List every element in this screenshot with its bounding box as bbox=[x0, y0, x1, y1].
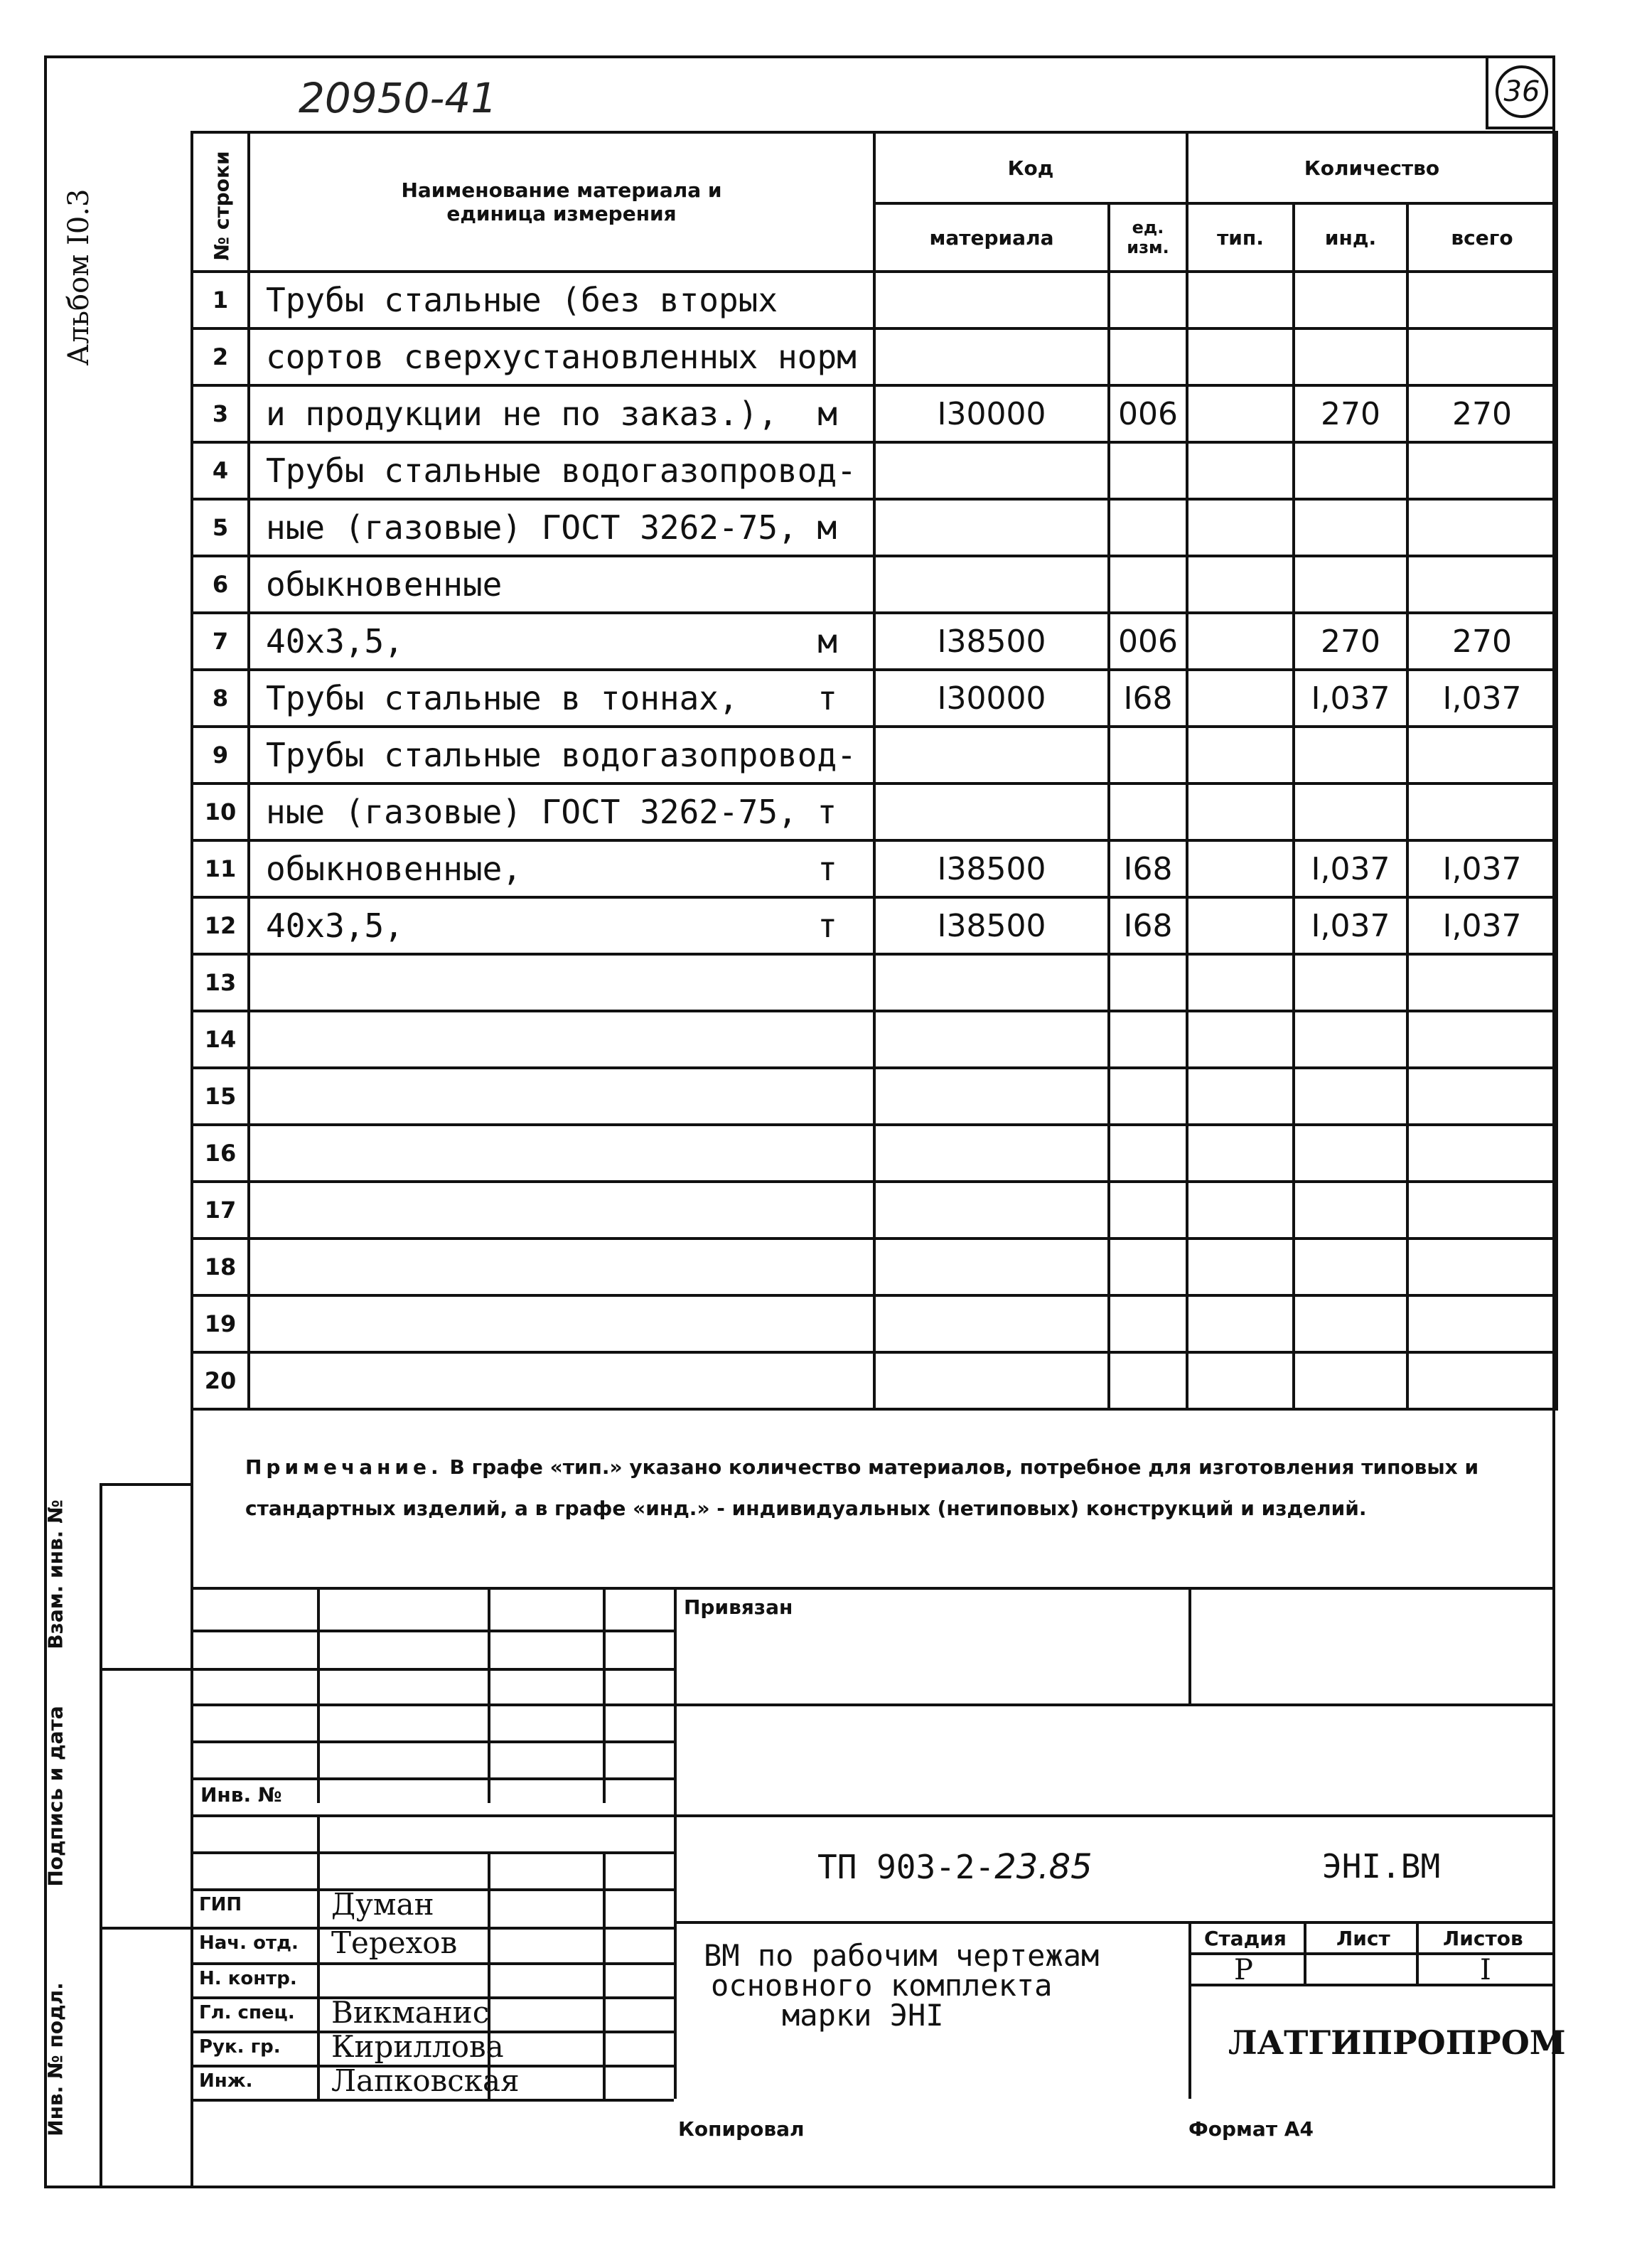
row-name: ные (газовые) ГОСТ 3262-75, т bbox=[249, 783, 874, 840]
header-name: Наименование материала и единица измерения bbox=[249, 132, 874, 272]
row-unit: т bbox=[817, 906, 837, 945]
row-qty-total bbox=[1407, 442, 1557, 499]
doc-number: 20950-41 bbox=[299, 74, 498, 122]
row-name bbox=[249, 1352, 874, 1409]
row-qty-total bbox=[1407, 556, 1557, 613]
note-text: В графе «тип.» указано количество материалов, потребное для изготовления типовых и стандартных изделий, а в графе «инд.» - индивидуальных (нетиповых) конструкций и изделий. bbox=[245, 1455, 1479, 1520]
row-qty-type bbox=[1187, 1182, 1294, 1239]
row-number: 4 bbox=[192, 442, 249, 499]
row-qty-ind bbox=[1294, 1352, 1407, 1409]
row-material-code bbox=[874, 1068, 1109, 1125]
row-qty-total bbox=[1407, 1011, 1557, 1068]
header-qty-total: всего bbox=[1407, 203, 1557, 272]
row-qty-ind bbox=[1294, 1068, 1407, 1125]
row-material-code bbox=[874, 1352, 1109, 1409]
row-qty-total bbox=[1407, 272, 1557, 328]
row-unit: м bbox=[817, 622, 837, 660]
row-unit-code bbox=[1109, 1011, 1187, 1068]
header-code-unit: ед. изм. bbox=[1109, 203, 1187, 272]
table-row bbox=[192, 385, 1557, 442]
header-qty-ind: инд. bbox=[1294, 203, 1407, 272]
row-material-code: I30000 bbox=[874, 670, 1109, 727]
row-qty-total bbox=[1407, 1352, 1557, 1409]
table-row bbox=[192, 613, 1557, 670]
row-qty-type bbox=[1187, 840, 1294, 897]
row-qty-ind: 270 bbox=[1294, 613, 1407, 670]
role-label: Рук. гр. bbox=[199, 2036, 281, 2058]
row-qty-total bbox=[1407, 1125, 1557, 1182]
row-qty-type bbox=[1187, 613, 1294, 670]
table-row bbox=[192, 727, 1557, 783]
row-unit-code bbox=[1109, 556, 1187, 613]
table-row bbox=[192, 1011, 1557, 1068]
row-qty-total: 270 bbox=[1407, 613, 1557, 670]
row-unit: м bbox=[817, 395, 837, 433]
row-material-code bbox=[874, 1011, 1109, 1068]
row-name: 40х3,5, м bbox=[249, 613, 874, 670]
stage-value: Р bbox=[1234, 1954, 1253, 1986]
stage-label: Стадия bbox=[1204, 1927, 1287, 1950]
row-name: ные (газовые) ГОСТ 3262-75, м bbox=[249, 499, 874, 556]
row-material-code bbox=[874, 272, 1109, 328]
row-unit-code bbox=[1109, 499, 1187, 556]
row-number: 9 bbox=[192, 727, 249, 783]
row-name bbox=[249, 1125, 874, 1182]
doc-code: ТП 903-2-23.85 bbox=[817, 1847, 1093, 1887]
row-unit-code bbox=[1109, 727, 1187, 783]
row-qty-ind bbox=[1294, 783, 1407, 840]
row-qty-type bbox=[1187, 442, 1294, 499]
row-name: и продукции не по заказ.), м bbox=[249, 385, 874, 442]
row-qty-total bbox=[1407, 954, 1557, 1011]
row-qty-ind: I,037 bbox=[1294, 840, 1407, 897]
table-row bbox=[192, 1295, 1557, 1352]
row-qty-total: 270 bbox=[1407, 385, 1557, 442]
role-person-name: Думан bbox=[331, 1887, 434, 1922]
row-qty-type bbox=[1187, 499, 1294, 556]
row-unit-code bbox=[1109, 1239, 1187, 1295]
material-table bbox=[190, 131, 1558, 1411]
role-label: Инж. bbox=[199, 2070, 253, 2092]
row-qty-ind: I,037 bbox=[1294, 670, 1407, 727]
row-name bbox=[249, 1182, 874, 1239]
table-row bbox=[192, 783, 1557, 840]
row-number: 6 bbox=[192, 556, 249, 613]
note bbox=[245, 1447, 1525, 1529]
sheet-label: Лист bbox=[1336, 1927, 1390, 1950]
row-qty-type bbox=[1187, 727, 1294, 783]
row-number: 12 bbox=[192, 897, 249, 954]
table-row bbox=[192, 670, 1557, 727]
header-code-material: материала bbox=[874, 203, 1109, 272]
row-qty-total bbox=[1407, 727, 1557, 783]
role-person-name: Викманис bbox=[331, 1995, 490, 2030]
row-name bbox=[249, 1011, 874, 1068]
row-material-code bbox=[874, 1295, 1109, 1352]
sheets-label: Листов bbox=[1443, 1927, 1523, 1950]
row-name: 40х3,5, т bbox=[249, 897, 874, 954]
row-unit-code bbox=[1109, 1295, 1187, 1352]
row-qty-ind bbox=[1294, 1011, 1407, 1068]
row-unit-code bbox=[1109, 1182, 1187, 1239]
header-code: Код bbox=[874, 132, 1187, 203]
side-label-vzam: Взам. инв. № bbox=[43, 1499, 68, 1649]
row-name: сортов сверхустановленных норм bbox=[249, 328, 874, 385]
privyazan-label: Привязан bbox=[684, 1595, 793, 1619]
row-number: 10 bbox=[192, 783, 249, 840]
header-quantity: Количество bbox=[1187, 132, 1557, 203]
sheets-value: I bbox=[1480, 1954, 1491, 1986]
row-qty-ind bbox=[1294, 556, 1407, 613]
row-number: 5 bbox=[192, 499, 249, 556]
row-name: Трубы стальные (без вторых bbox=[249, 272, 874, 328]
side-label-inv-podl: Инв. № подл. bbox=[43, 1982, 68, 2136]
row-qty-type bbox=[1187, 1011, 1294, 1068]
note-label: Примечание. bbox=[245, 1455, 443, 1479]
table-row bbox=[192, 499, 1557, 556]
row-material-code bbox=[874, 783, 1109, 840]
table-row bbox=[192, 1068, 1557, 1125]
row-qty-total bbox=[1407, 1295, 1557, 1352]
row-qty-ind bbox=[1294, 1295, 1407, 1352]
row-qty-ind bbox=[1294, 1239, 1407, 1295]
row-name: Трубы стальные водогазопровод- bbox=[249, 727, 874, 783]
row-qty-total bbox=[1407, 499, 1557, 556]
role-label: Гл. спец. bbox=[199, 2002, 295, 2023]
table-row bbox=[192, 272, 1557, 328]
row-material-code: I38500 bbox=[874, 613, 1109, 670]
row-unit: т bbox=[817, 850, 837, 888]
row-unit: т bbox=[817, 679, 837, 717]
row-material-code bbox=[874, 1125, 1109, 1182]
row-qty-ind: 270 bbox=[1294, 385, 1407, 442]
table-row bbox=[192, 442, 1557, 499]
row-name: Трубы стальные в тоннах, т bbox=[249, 670, 874, 727]
page-number-box bbox=[1486, 58, 1554, 129]
row-number: 20 bbox=[192, 1352, 249, 1409]
row-material-code: I38500 bbox=[874, 897, 1109, 954]
row-qty-total: I,037 bbox=[1407, 840, 1557, 897]
row-qty-total bbox=[1407, 1239, 1557, 1295]
role-person-name: Кириллова bbox=[331, 2029, 504, 2064]
row-number: 13 bbox=[192, 954, 249, 1011]
role-label: Нач. отд. bbox=[199, 1932, 299, 1954]
header-qty-type: тип. bbox=[1187, 203, 1294, 272]
row-qty-ind: I,037 bbox=[1294, 897, 1407, 954]
table-row bbox=[192, 1352, 1557, 1409]
row-material-code bbox=[874, 1182, 1109, 1239]
row-material-code bbox=[874, 442, 1109, 499]
row-number: 19 bbox=[192, 1295, 249, 1352]
header-row-no: № строки bbox=[192, 132, 249, 272]
row-number: 2 bbox=[192, 328, 249, 385]
row-qty-total: I,037 bbox=[1407, 897, 1557, 954]
row-qty-type bbox=[1187, 954, 1294, 1011]
row-qty-type bbox=[1187, 670, 1294, 727]
row-material-code bbox=[874, 727, 1109, 783]
row-number: 15 bbox=[192, 1068, 249, 1125]
row-unit-code bbox=[1109, 1352, 1187, 1409]
organization: ЛАТГИПРОПРОМ bbox=[1228, 2023, 1566, 2062]
row-qty-ind bbox=[1294, 1125, 1407, 1182]
row-unit-code: I68 bbox=[1109, 897, 1187, 954]
side-label-podpis: Подпись и дата bbox=[43, 1706, 68, 1887]
row-number: 11 bbox=[192, 840, 249, 897]
row-qty-type bbox=[1187, 783, 1294, 840]
row-name: Трубы стальные водогазопровод- bbox=[249, 442, 874, 499]
row-unit-code bbox=[1109, 328, 1187, 385]
row-unit-code bbox=[1109, 783, 1187, 840]
page-number-circle: 36 bbox=[1496, 65, 1548, 118]
table-row bbox=[192, 1125, 1557, 1182]
row-qty-total: I,037 bbox=[1407, 670, 1557, 727]
row-qty-ind bbox=[1294, 499, 1407, 556]
row-qty-ind bbox=[1294, 328, 1407, 385]
row-unit-code: 006 bbox=[1109, 613, 1187, 670]
row-name bbox=[249, 1068, 874, 1125]
row-number: 16 bbox=[192, 1125, 249, 1182]
footer-copied: Копировал bbox=[678, 2117, 805, 2141]
row-material-code bbox=[874, 499, 1109, 556]
row-qty-total bbox=[1407, 783, 1557, 840]
row-name: обыкновенные bbox=[249, 556, 874, 613]
row-unit-code bbox=[1109, 442, 1187, 499]
table-row bbox=[192, 328, 1557, 385]
row-number: 3 bbox=[192, 385, 249, 442]
row-material-code bbox=[874, 556, 1109, 613]
row-unit-code bbox=[1109, 954, 1187, 1011]
row-name bbox=[249, 1239, 874, 1295]
row-qty-total bbox=[1407, 1182, 1557, 1239]
row-unit-code: I68 bbox=[1109, 840, 1187, 897]
row-qty-ind bbox=[1294, 727, 1407, 783]
table-row bbox=[192, 556, 1557, 613]
row-qty-type bbox=[1187, 1068, 1294, 1125]
table-row bbox=[192, 1239, 1557, 1295]
footer-format: Формат А4 bbox=[1188, 2117, 1314, 2141]
row-name bbox=[249, 954, 874, 1011]
table-row bbox=[192, 840, 1557, 897]
row-qty-ind bbox=[1294, 954, 1407, 1011]
row-number: 18 bbox=[192, 1239, 249, 1295]
table-row bbox=[192, 897, 1557, 954]
description: ВМ по рабочим чертежам основного комплекта марки ЭНI bbox=[704, 1938, 1100, 2033]
row-number: 8 bbox=[192, 670, 249, 727]
album-label: Альбом I0.3 bbox=[63, 188, 95, 366]
row-qty-type bbox=[1187, 328, 1294, 385]
row-material-code bbox=[874, 328, 1109, 385]
row-name: обыкновенные, т bbox=[249, 840, 874, 897]
row-qty-type bbox=[1187, 1352, 1294, 1409]
row-unit-code: 006 bbox=[1109, 385, 1187, 442]
inv-no-label: Инв. № bbox=[200, 1783, 282, 1807]
row-material-code: I38500 bbox=[874, 840, 1109, 897]
row-number: 14 bbox=[192, 1011, 249, 1068]
row-qty-total bbox=[1407, 328, 1557, 385]
row-material-code bbox=[874, 1239, 1109, 1295]
row-unit-code: I68 bbox=[1109, 670, 1187, 727]
doc-mark: ЭНI.ВМ bbox=[1322, 1847, 1441, 1885]
row-qty-type bbox=[1187, 556, 1294, 613]
row-qty-type bbox=[1187, 1239, 1294, 1295]
table-row bbox=[192, 1182, 1557, 1239]
row-material-code bbox=[874, 954, 1109, 1011]
row-qty-ind bbox=[1294, 442, 1407, 499]
role-label: ГИП bbox=[199, 1894, 242, 1915]
row-qty-ind bbox=[1294, 1182, 1407, 1239]
table-row bbox=[192, 954, 1557, 1011]
row-unit-code bbox=[1109, 1125, 1187, 1182]
row-number: 7 bbox=[192, 613, 249, 670]
row-name bbox=[249, 1295, 874, 1352]
row-qty-total bbox=[1407, 1068, 1557, 1125]
row-qty-ind bbox=[1294, 272, 1407, 328]
row-qty-type bbox=[1187, 385, 1294, 442]
row-material-code: I30000 bbox=[874, 385, 1109, 442]
row-number: 17 bbox=[192, 1182, 249, 1239]
row-number: 1 bbox=[192, 272, 249, 328]
row-qty-type bbox=[1187, 272, 1294, 328]
role-person-name: Лапковская bbox=[331, 2063, 520, 2098]
row-qty-type bbox=[1187, 1125, 1294, 1182]
row-qty-type bbox=[1187, 1295, 1294, 1352]
row-qty-type bbox=[1187, 897, 1294, 954]
role-label: Н. контр. bbox=[199, 1968, 297, 1989]
role-person-name: Терехов bbox=[331, 1925, 458, 1960]
row-unit-code bbox=[1109, 272, 1187, 328]
row-unit-code bbox=[1109, 1068, 1187, 1125]
